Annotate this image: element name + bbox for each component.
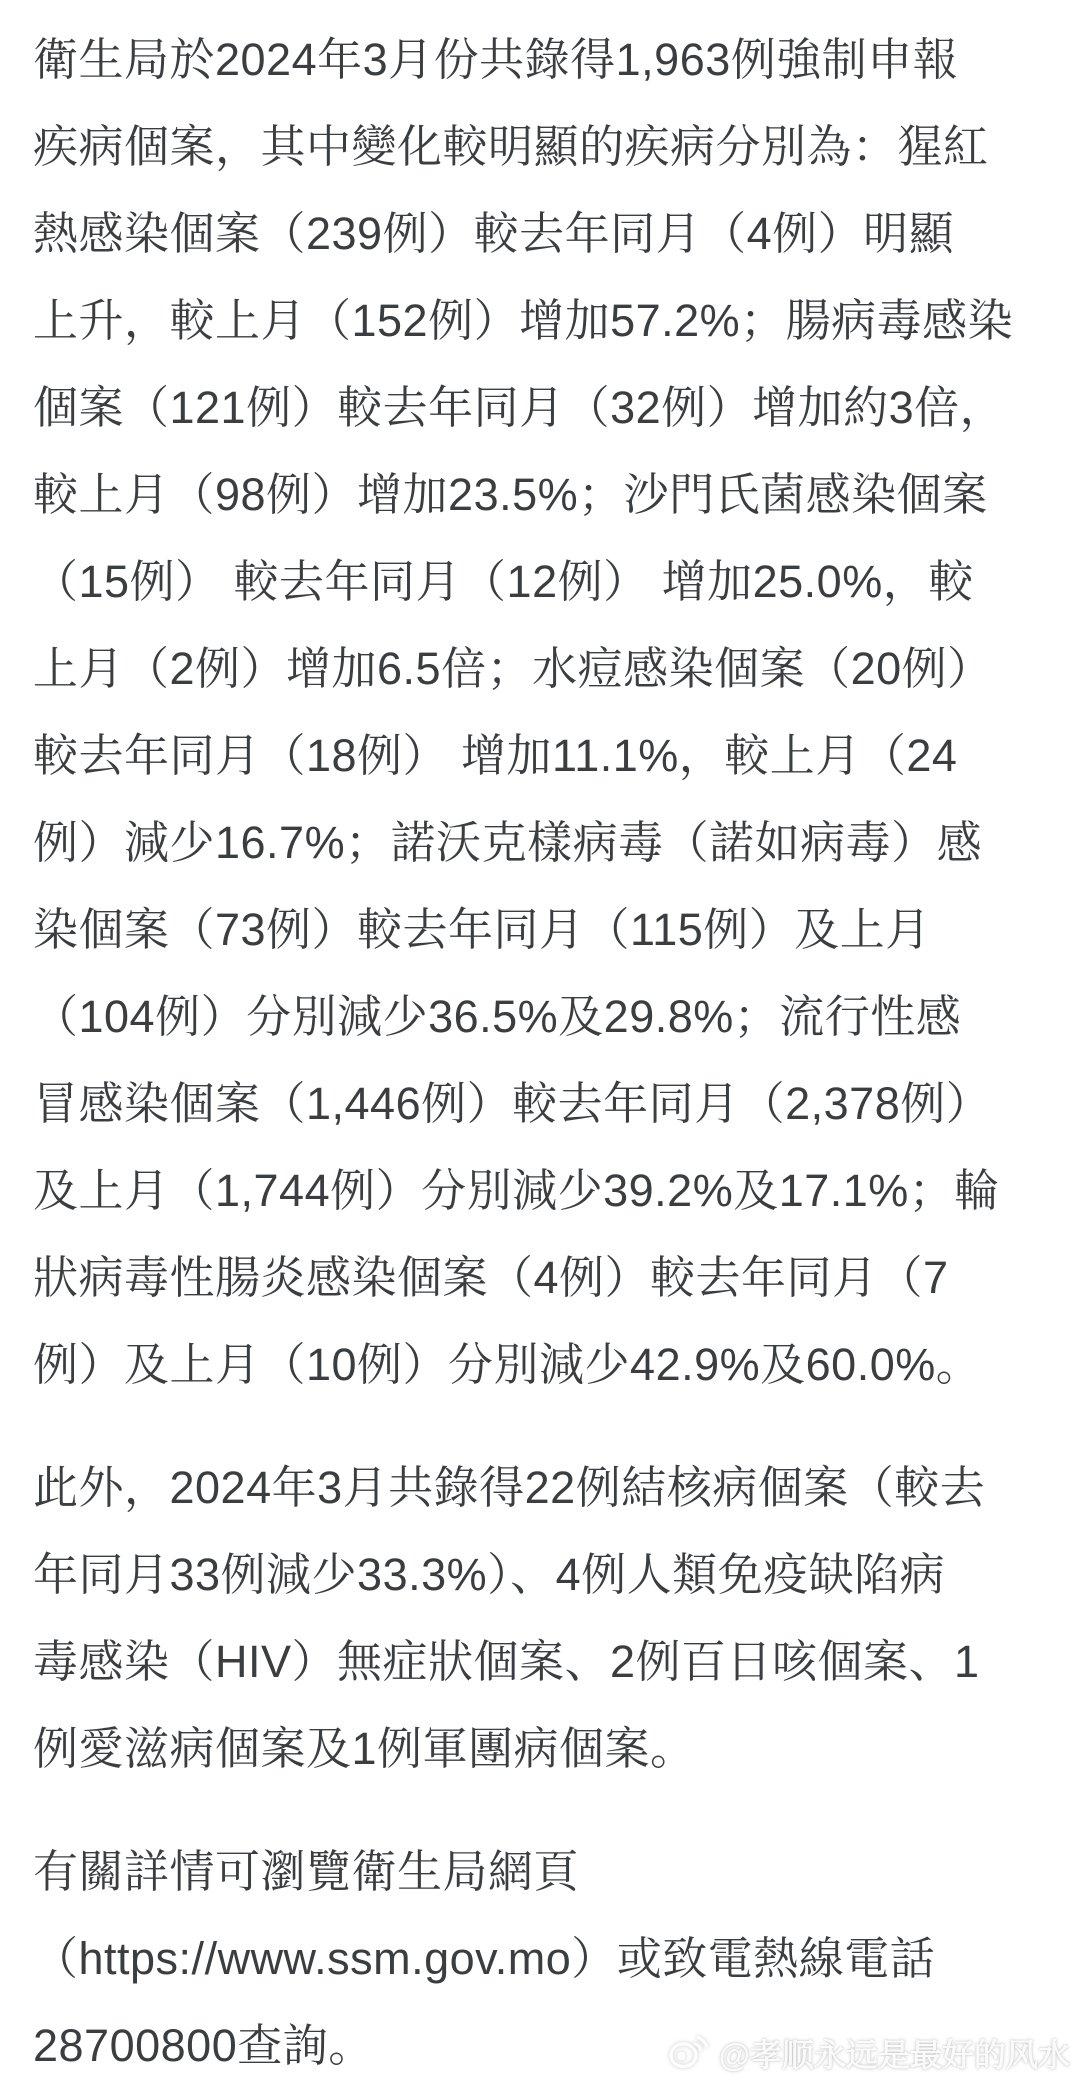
text-line: 較上月（98例）增加23.5%；沙門氏菌感染個案 (33, 469, 988, 520)
text-line: 個案（121例）較去年同月（32例）增加約3倍， (33, 382, 1006, 433)
text-line: 此外，2024年3月共錄得22例結核病個案（較去 (33, 1462, 986, 1513)
text-line: 例愛滋病個案及1例軍團病個案。 (33, 1723, 696, 1774)
text-line: 及上月（1,744例）分別減少39.2%及17.1%；輪 (33, 1165, 1000, 1216)
text-line: （15例） 較去年同月（12例） 增加25.0%，較 (33, 556, 974, 607)
text-line: 染個案（73例）較去年同月（115例）及上月 (33, 904, 931, 955)
text-line: 冒感染個案（1,446例）較去年同月（2,378例） (33, 1078, 992, 1129)
text-line: 例）及上月（10例）分別減少42.9%及60.0%。 (33, 1339, 982, 1390)
text-line: 毒感染（HIV）無症狀個案、2例百日咳個案、1 (33, 1636, 980, 1687)
text-line: 年同月33例減少33.3%）、4例人類免疫缺陷病 (33, 1549, 946, 1600)
text-line: 上月（2例）增加6.5倍；水痘感染個案（20例） (33, 643, 993, 694)
text-line: 衛生局於2024年3月份共錄得1,963例強制申報 (33, 34, 959, 85)
text-line: 有關詳情可瀏覽衛生局網頁 (33, 1846, 580, 1897)
text-line: 較去年同月（18例） 增加11.1%，較上月（24 (33, 730, 958, 781)
text-line: 28700800查詢。 (33, 2020, 374, 2071)
paragraph (33, 1444, 1052, 1792)
watermark-text: @孝顺永远是最好的风水 (718, 2037, 1070, 2073)
text-line: （https://www.ssm.gov.mo）或致電熱線電話 (33, 1933, 936, 1984)
text-line: 狀病毒性腸炎感染個案（4例）較去年同月（7 (33, 1252, 949, 1303)
paragraph (33, 1828, 1052, 2089)
text-line: 疾病個案，其中變化較明顯的疾病分別為：猩紅 (33, 121, 989, 172)
text-line: 上升，較上月（152例）增加57.2%；腸病毒感染 (33, 295, 1014, 346)
paragraph (33, 16, 1052, 1408)
text-line: 熱感染個案（239例）較去年同月（4例）明顯 (33, 208, 955, 259)
text-line: 例）減少16.7%；諾沃克樣病毒（諾如病毒）感 (33, 817, 983, 868)
text-line: （104例）分別減少36.5%及29.8%；流行性感 (33, 991, 962, 1042)
